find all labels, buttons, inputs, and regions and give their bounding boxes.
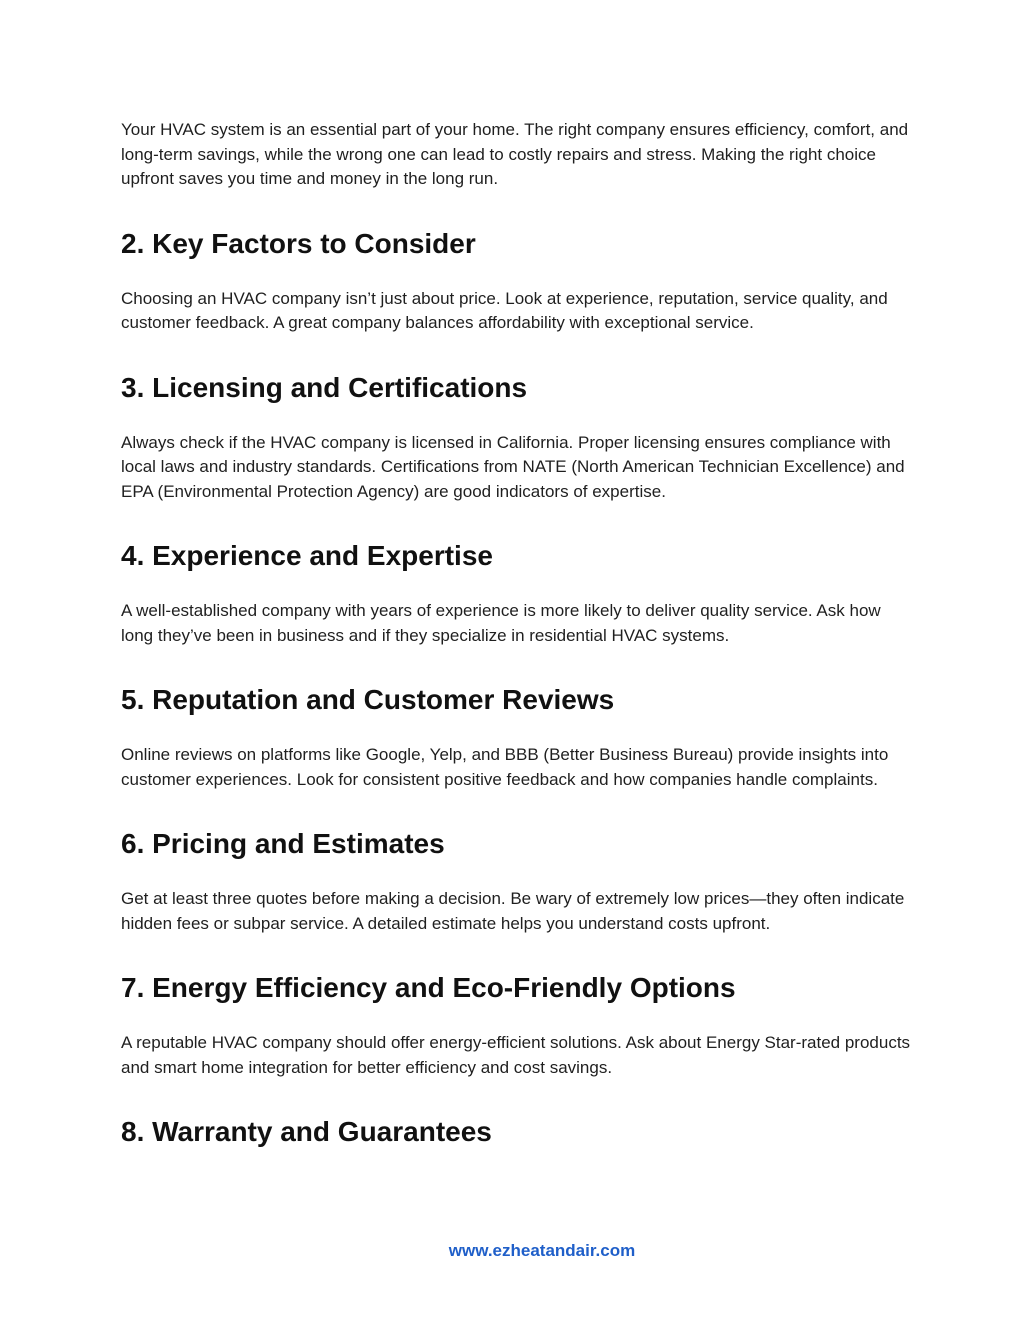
intro-paragraph: Your HVAC system is an essential part of your home. The right company ensures efficiency, comfort, and long-term savings, while the wrong one can lead to costly repairs and stress. Making the right choice upfront saves you time and money in the long run.	[121, 120, 909, 188]
section-body-energy-efficiency: A reputable HVAC company should offer energy-efficient solutions. Ask about Energy Star-rated products and smart home integration for better efficiency and cost savings.	[121, 1033, 911, 1077]
section-body-reputation: Online reviews on platforms like Google, Yelp, and BBB (Better Business Bureau) provide insights into customer experiences. Look for consistent positive feedback and how companies handle complaints.	[121, 745, 889, 789]
website-link[interactable]: www.ezheatandair.com	[448, 1241, 636, 1260]
section-body-pricing: Get at least three quotes before making a decision. Be wary of extremely low prices—they often indicate hidden fees or subpar service. A detailed estimate helps you understand costs upfront.	[121, 889, 905, 933]
section-heading-pricing: 6. Pricing and Estimates	[121, 828, 445, 859]
section-heading-reputation: 5. Reputation and Customer Reviews	[121, 684, 615, 715]
section-heading-licensing: 3. Licensing and Certifications	[121, 371, 528, 403]
section-heading-key-factors: 2. Key Factors to Consider	[121, 227, 476, 259]
section-body-licensing: Always check if the HVAC company is licensed in California. Proper licensing ensures compliance with local laws and industry standards. Certifications from NATE (North American Technician Excellence) and EPA (Environmental Protection Agency) are good indicators of expertise.	[121, 432, 905, 501]
document-page	[121, 118, 911, 1149]
section-heading-energy-efficiency: 7. Energy Efficiency and Eco-Friendly Options	[121, 972, 736, 1003]
section-heading-warranty: 8. Warranty and Guarantees	[121, 1116, 492, 1147]
section-heading-experience: 4. Experience and Expertise	[121, 540, 493, 571]
section-body-experience: A well-established company with years of experience is more likely to deliver quality service. Ask how long they’ve been in business and if they specialize in residential HVAC systems.	[121, 601, 881, 645]
section-body-key-factors: Choosing an HVAC company isn’t just about price. Look at experience, reputation, service quality, and customer feedback. A great company balances affordability with exceptional service.	[121, 288, 888, 332]
